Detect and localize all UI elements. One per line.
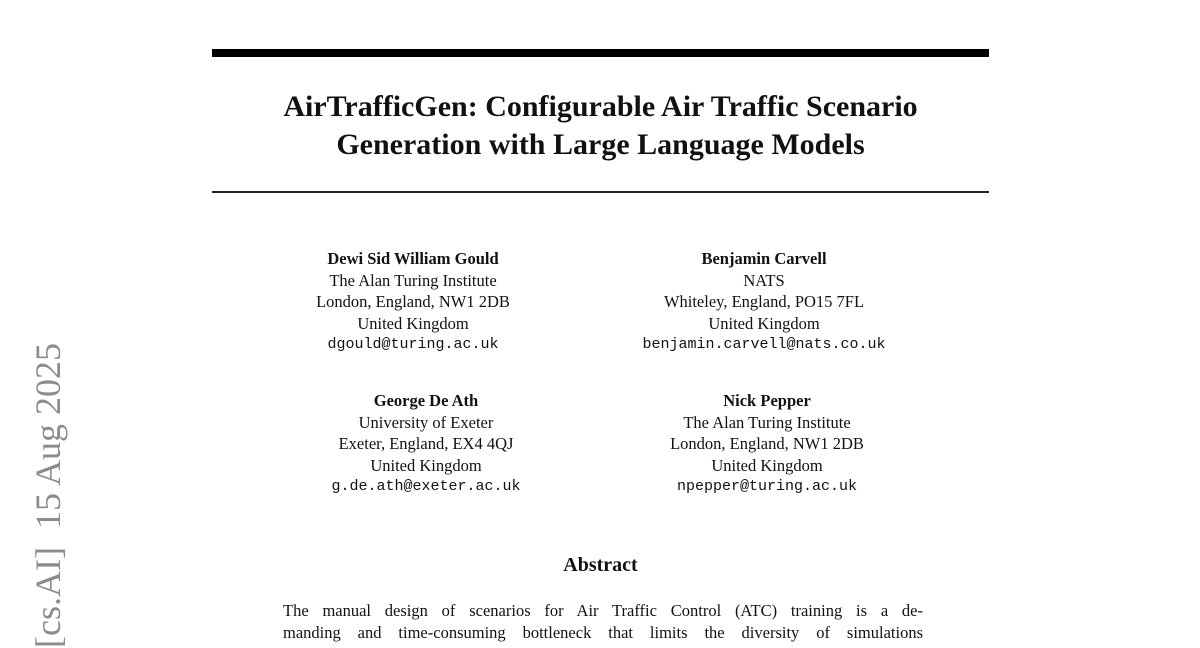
author-address: Exeter, England, EX4 4QJ <box>338 434 514 453</box>
author-email: benjamin.carvell@nats.co.uk <box>642 336 886 353</box>
author-block <box>554 248 974 356</box>
arxiv-side-stamp <box>28 343 68 648</box>
author-email: dgould@turing.ac.uk <box>327 336 499 353</box>
author-name: Nick Pepper <box>723 391 811 410</box>
author-name: Benjamin Carvell <box>701 249 827 268</box>
abstract-heading: Abstract <box>563 554 638 576</box>
title-line-2: Generation with Large Language Models <box>336 128 865 161</box>
author-email: npepper@turing.ac.uk <box>676 478 858 495</box>
author-country: United Kingdom <box>357 313 469 333</box>
author-address: London, England, NW1 2DB <box>316 292 510 311</box>
author-block <box>557 390 977 498</box>
paper-title <box>212 88 989 164</box>
author-email: g.de.ath@exeter.ac.uk <box>331 478 521 495</box>
author-address: London, England, NW1 2DB <box>670 434 864 453</box>
title-rule <box>212 191 989 193</box>
arxiv-date: 15 Aug 2025 <box>28 343 68 530</box>
author-address: Whiteley, England, PO15 7FL <box>663 292 865 311</box>
abstract-line: The manual design of scenarios for Air Traffic Control (ATC) training is a de- <box>283 601 923 620</box>
author-country: United Kingdom <box>370 455 482 475</box>
title-line-1: AirTrafficGen: Configurable Air Traffic Scenario <box>283 90 918 123</box>
author-affiliation: University of Exeter <box>358 412 494 432</box>
abstract-line: manding and time-consuming bottleneck that limits the diversity of simulations <box>283 622 923 642</box>
author-name: Dewi Sid William Gould <box>327 249 499 268</box>
abstract-text <box>283 600 923 643</box>
author-affiliation: The Alan Turing Institute <box>683 412 851 432</box>
author-country: United Kingdom <box>708 313 820 333</box>
author-affiliation: The Alan Turing Institute <box>329 270 497 290</box>
author-affiliation: NATS <box>743 270 785 290</box>
top-rule <box>212 49 989 57</box>
author-country: United Kingdom <box>711 455 823 475</box>
arxiv-category: [cs.AI] <box>28 547 68 648</box>
author-name: George De Ath <box>373 391 479 410</box>
